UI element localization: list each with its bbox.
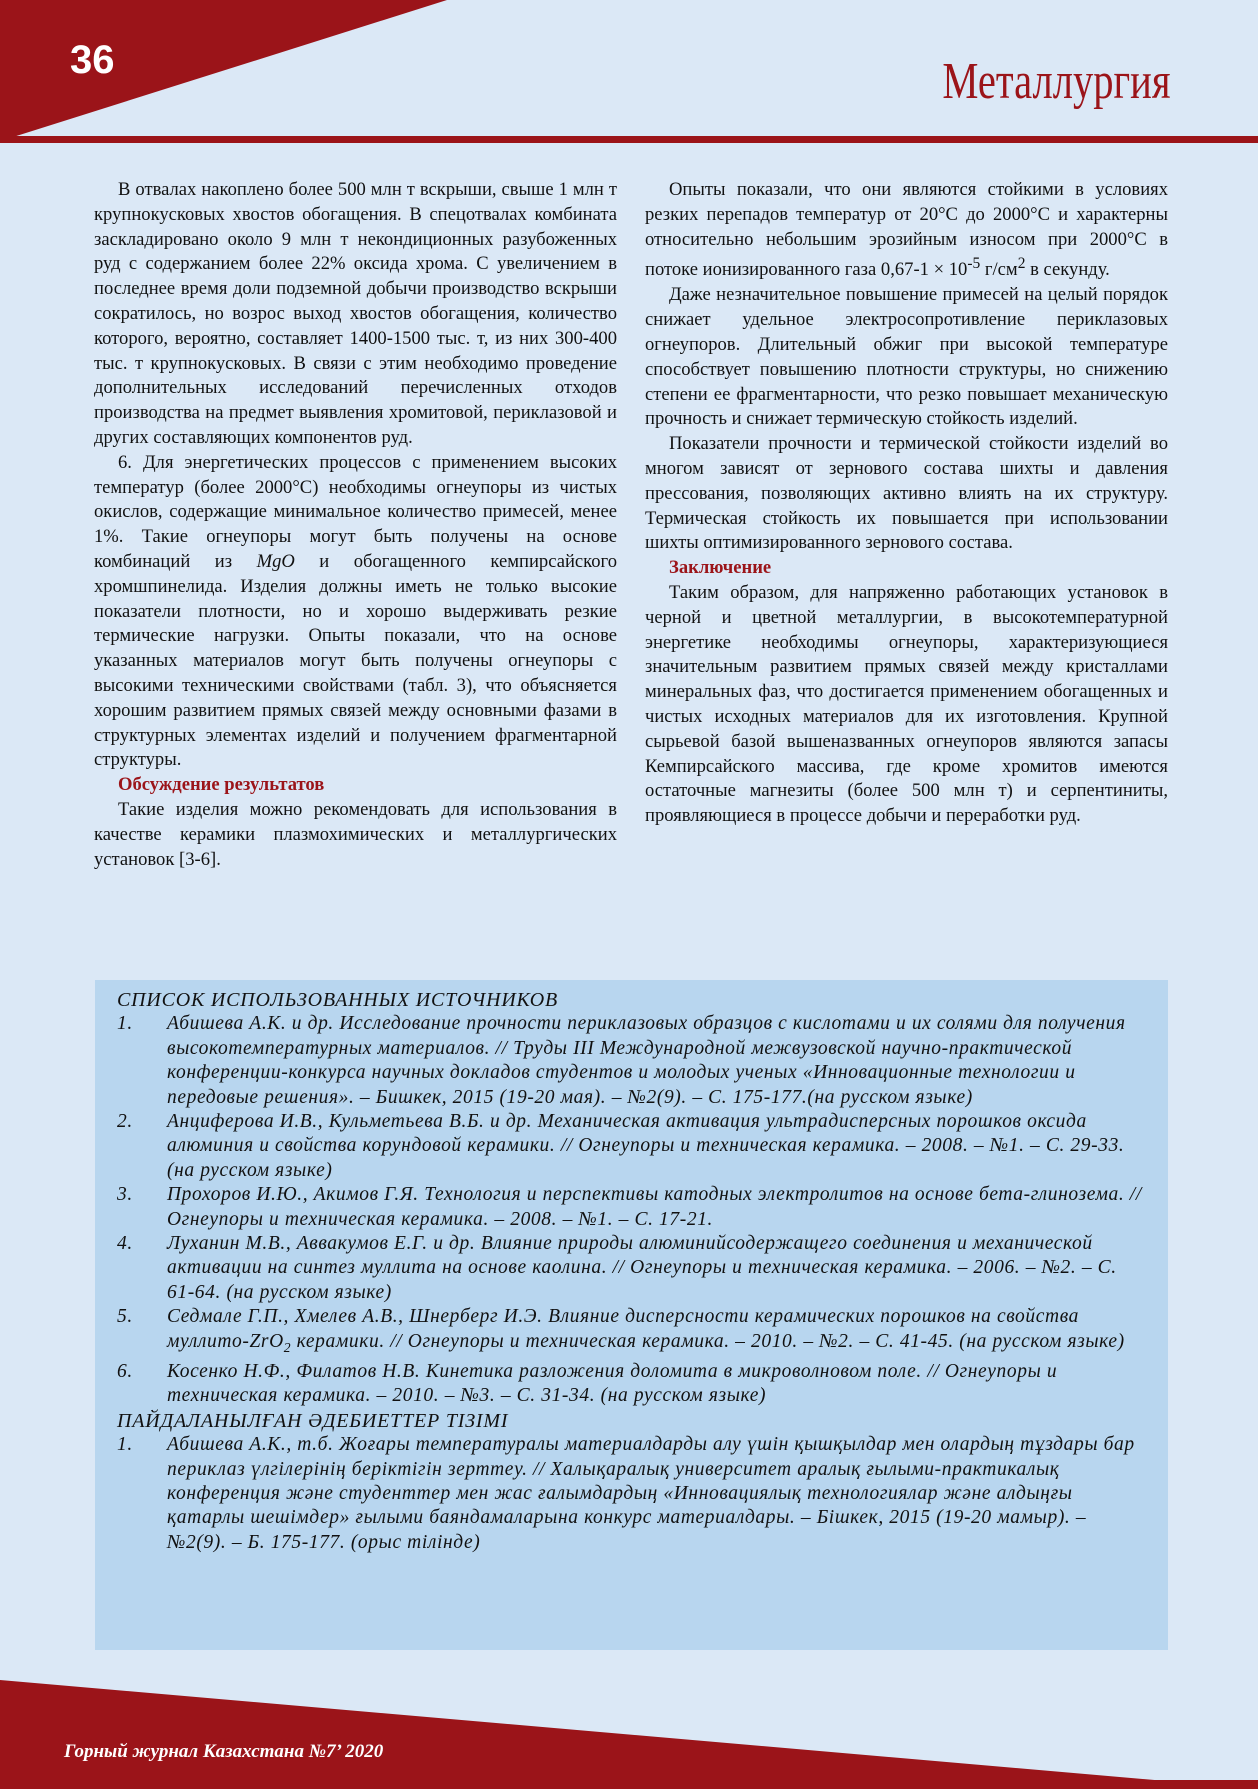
article-body — [94, 178, 1168, 872]
paragraph: Даже незначительное повышение примесей на целый порядок снижает удельное электросопротивление периклазовых огнеупоров. Длительный обжиг при высокой температуре способствует повышению плотности структуры, но снижению степени ее фрагментарности, что резко повышает механическую прочность и снижает термическую стойкость изделий. — [645, 284, 1168, 430]
references-title-ru: СПИСОК ИСПОЛЬЗОВАННЫХ ИСТОЧНИКОВ — [117, 989, 558, 1011]
journal-footer: Горный журнал Казахстана №7’ 2020 — [64, 1741, 384, 1762]
reference-item: 3. Прохоров И.Ю., Акимов Г.Я. Технология и перспективы катодных электролитов на основе бета-глинозема. // Огнеупоры и техническая керамика. – 2008. – №1. – С. 17-21. — [117, 1184, 1142, 1230]
left-column — [94, 178, 617, 872]
paragraph: Показатели прочности и термической стойкости изделий во многом зависят от зернового состава шихты и давления прессования, позволяющих активно влиять на их структуру. Термическая стойкость их повышается при использовании шихты оптимизированного зернового состава. — [645, 433, 1168, 554]
section-title: Металлургия — [941, 53, 1170, 110]
reference-item: 1. Абишева А.К. и др. Исследование прочности периклазовых образцов с кислотами и их солями для получения высокотемпературных материалов. // Труды III Международной межвузовской научно-практической конференции-конкурса научных докладов студентов и молодых ученых «Инновационные технологии и передовые решения». – Бишкек, 2015 (19-20 мая). – №2(9). – С. 175-177.(на русском языке) — [117, 1013, 1126, 1108]
paragraph: В отвалах накоплено более 500 млн т вскрыши, свыше 1 млн т крупнокусковых хвостов обогащения. В спецотвалах комбината заскладировано около 9 млн т некондиционных разубоженных руд с содержанием более 22% оксида хрома. С увеличением в последнее время доли подземной добычи производство вскрыши сократилось, но возрос выход хвостов обогащения, количество которого, вероятно, составляет 1400-1500 тыс. т, из них 300-400 тыс. т крупнокусковых. В связи с этим необходимо проведение дополнительных исследований перечисленных отходов производства на предмет выявления хромитовой, периклазовой и других составляющих компонентов руд. — [94, 179, 617, 448]
footer-band — [0, 1680, 1258, 1789]
references-title-kz: ПАЙДАЛАНЫЛҒАН ӘДЕБИЕТТЕР ТІЗІМІ — [117, 1409, 509, 1432]
right-column — [645, 178, 1168, 872]
page-number: 36 — [70, 38, 115, 82]
paragraph: Такие изделия можно рекомендовать для использования в качестве керамики плазмохимических и металлургических установок [3-6]. — [94, 798, 617, 870]
reference-item: 6. Косенко Н.Ф., Филатов Н.В. Кинетика разложения доломита в микроволновом поле. // Огнеупоры и техническая керамика. – 2010. – №3. – С. 31-34. (на русском языке) — [117, 1360, 1058, 1407]
section-heading: Обсуждение результатов — [118, 774, 325, 796]
reference-item: 1. Абишева А.К., т.б. Жоғары температуралы материалдарды алу үшін қышқылдар мен олардың тұздары бар периклаз үлгілерінің беріктігін зерттеу. // Халықаралық университет аралық ғылыми-практикалық конференция және студенттер мен жас ғалымдардың «Инновациялық технологиялар және алдыңғы қатарлы шешімдер» ғылыми баяндамаларына конкурс материалдары. – Бішкек, 2015 (19-20 мамыр). – №2(9). – Б. 175-177. (орыс тілінде) — [117, 1434, 1135, 1553]
paragraph: 6. Для энергетических процессов с применением высоких температур (более 2000°С) необходимы огнеупоры из чистых окислов, содержащие минимальное количество примесей, менее 1%. Такие огнеупоры могут быть получены на основе комбинаций из MgO и обогащенного кемпирсайского хромшпинелида. Изделия должны иметь не только высокие показатели плотности, но и хорошо выдерживать резкие термические нагрузки. Опыты показали, что на основе указанных материалов могут быть получены огнеупоры с высокими техническими свойствами (табл. 3), что объясняется хорошим развитием прямых связей между основными фазами в структурных элементах изделий и получением фрагментарной структуры. — [94, 451, 617, 771]
paragraph: Опыты показали, что они являются стойкими в условиях резких перепадов температур от 20°С до 2000°С и характерны относительно небольшим эрозийным износом при 2000°С в потоке ионизированного газа $0,67-1 \times 10^{-5}$ $г/см^2$ в секунду. — [645, 179, 1168, 281]
references-box — [95, 980, 1168, 1650]
formula-mgo: MgO — [256, 550, 295, 572]
reference-item: 5. Седмале Г.П., Хмелев А.В., Шнерберг И.Э. Влияние дисперсности керамических порошков на свойства муллито-ZrO$_2$ керамики. // Огнеупоры и техническая керамика. – 2010. – №2. – С. 41-45. (на русском языке) — [117, 1306, 1125, 1355]
reference-item: 2. Анциферова И.В., Кульметьева В.Б. и др. Механическая активация ультрадисперсных порошков оксида алюминия и свойства корундовой керамики. // Огнеупоры и техническая керамика. – 2008. – №1. – С. 29-33. (на русском языке) — [117, 1111, 1125, 1181]
section-heading: Заключение — [669, 557, 772, 579]
reference-item: 4. Луханин М.В., Аввакумов Е.Г. и др. Влияние природы алюминийсодержащего соединения и механической активации на синтез муллита на основе каолина. // Огнеупоры и техническая керамика. – 2006. – №2. – С. 61-64. (на русском языке) — [117, 1233, 1117, 1303]
paragraph: Таким образом, для напряженно работающих установок в черной и цветной металлургии, в высокотемпературной энергетике необходимы огнеупоры, характеризующиеся значительным развитием прямых связей между кристаллами минеральных фаз, что достигается применением обогащенных и чистых исходных материалов для их изготовления. Крупной сырьевой базой вышеназванных огнеупоров являются запасы Кемпирсайского массива, где кроме хромитов имеются остаточные магнезиты (более 500 млн т) и серпентиниты, проявляющиеся в процессе добычи и переработки руд. — [645, 581, 1168, 827]
